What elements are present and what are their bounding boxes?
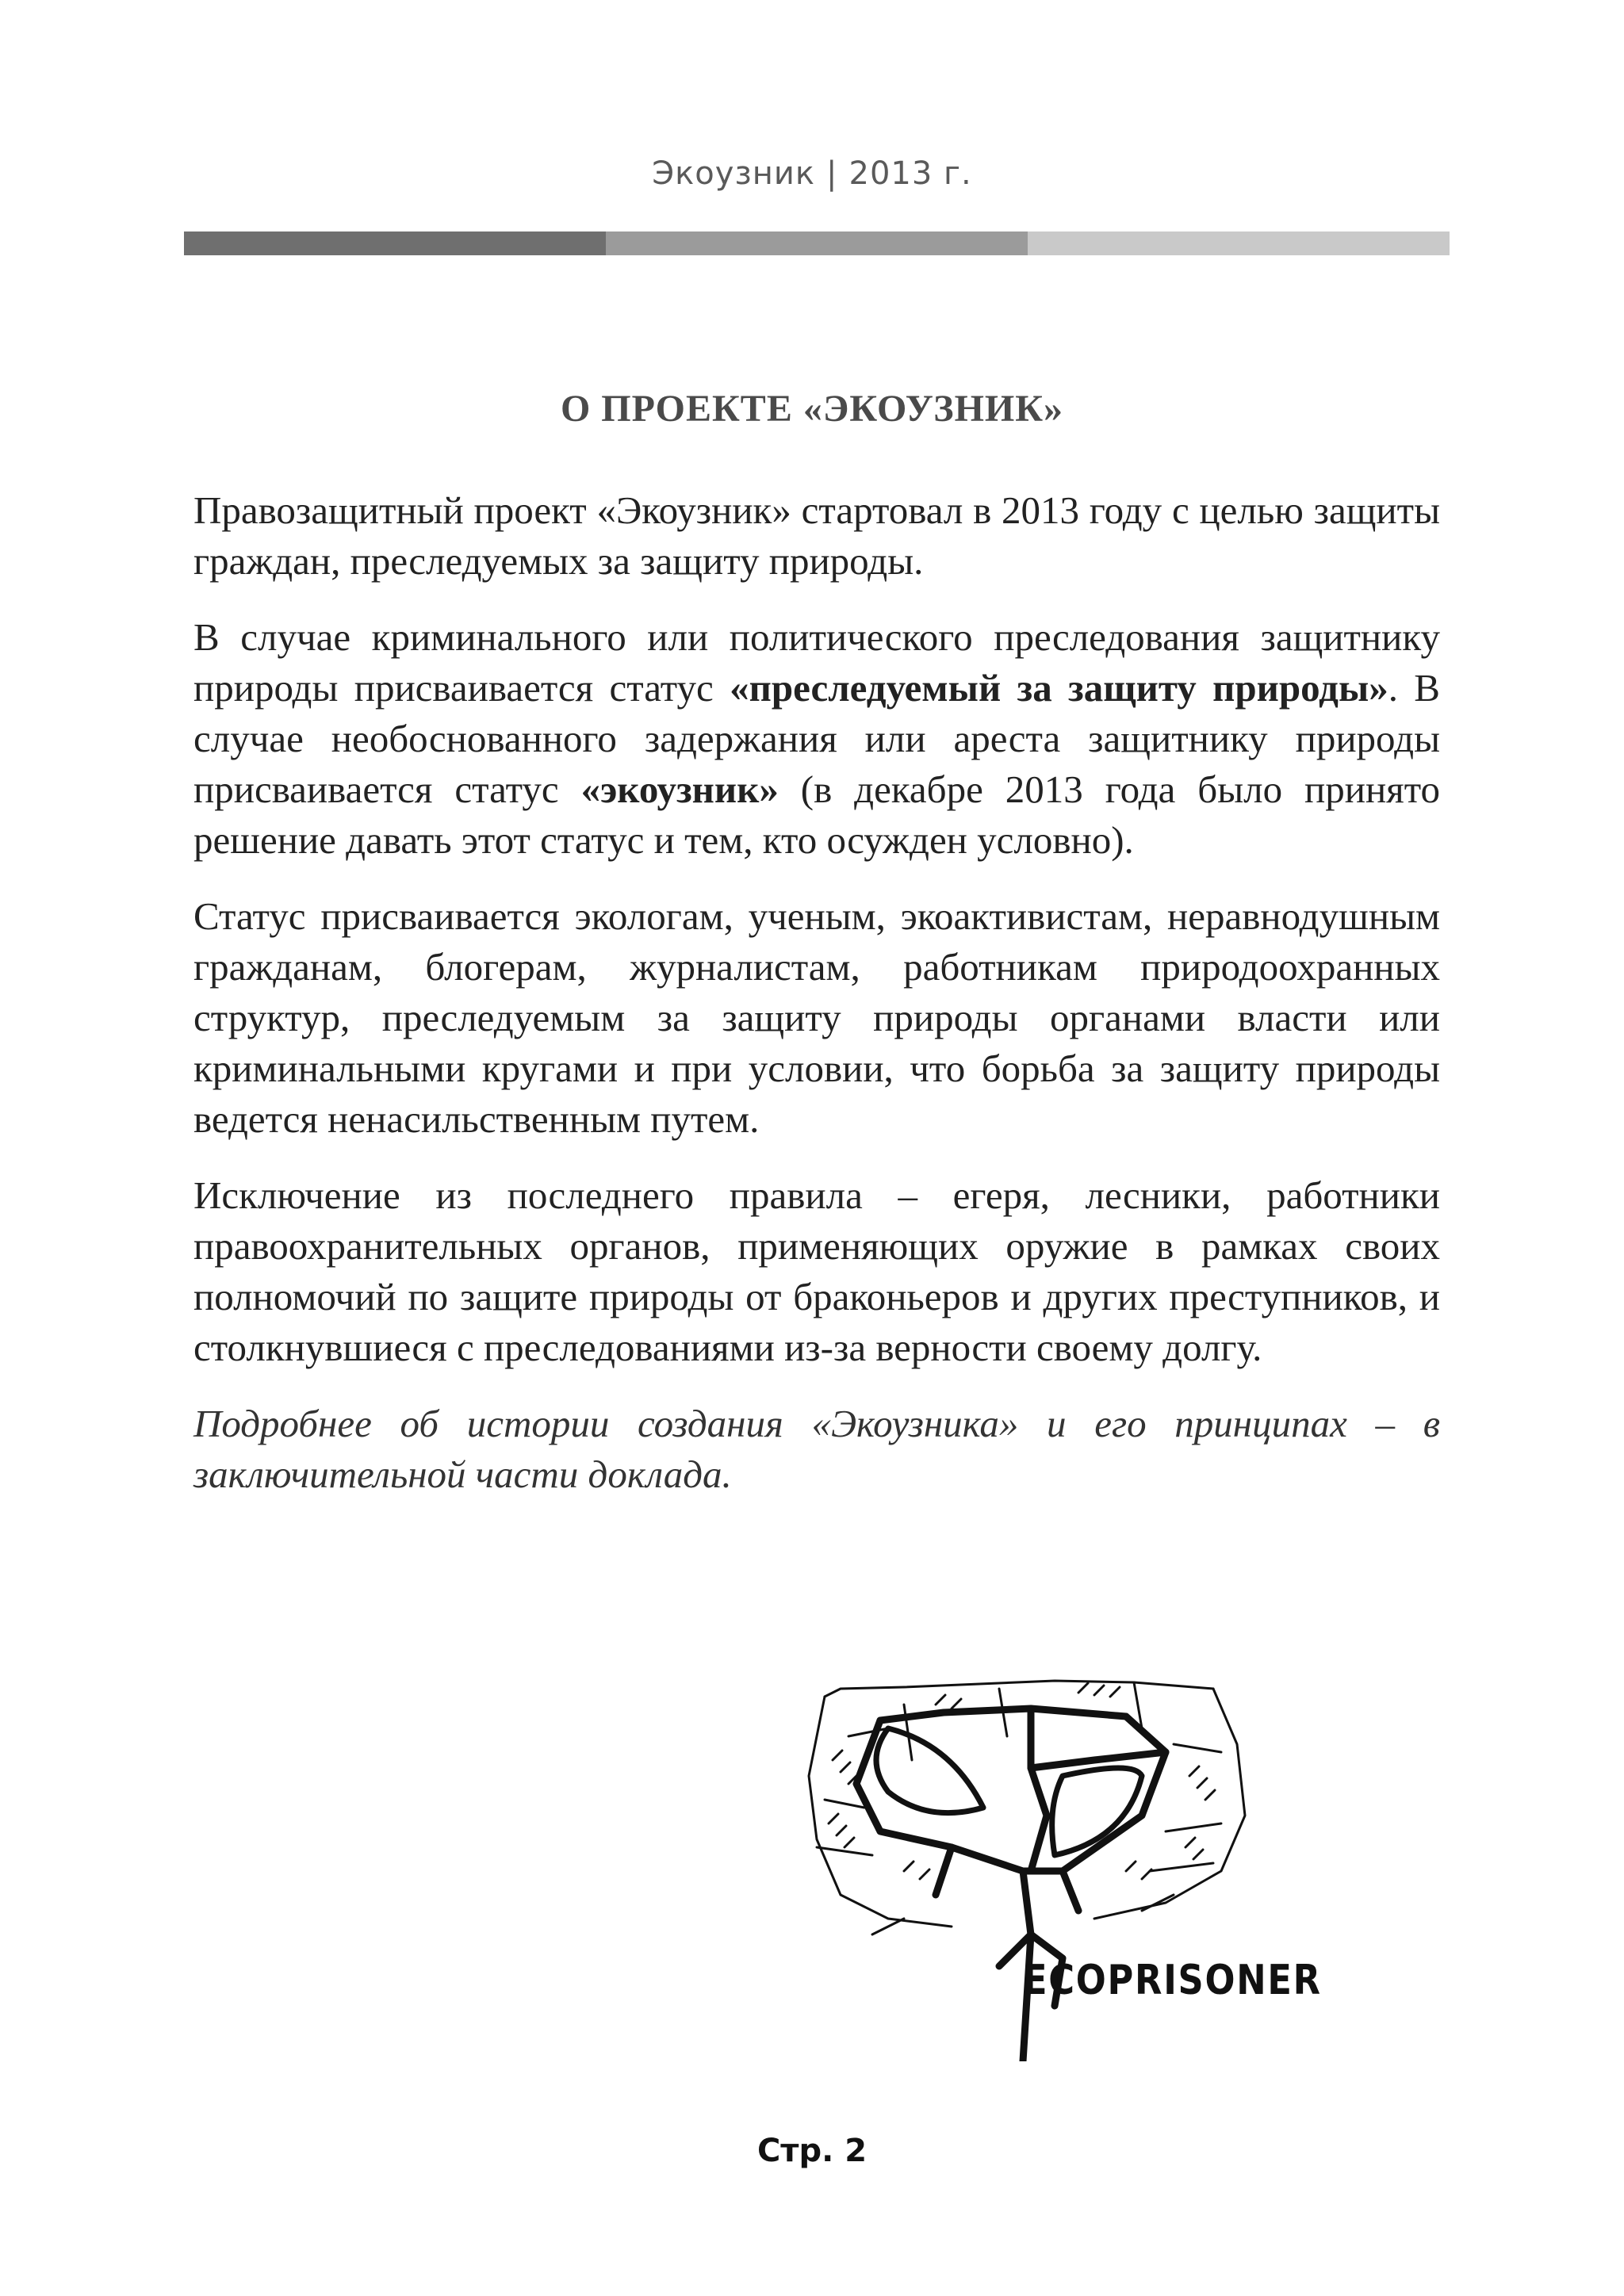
divider-segment-light xyxy=(1028,232,1450,255)
header-publication: Экоузник xyxy=(652,155,816,192)
paragraph-more-info: Подробнее об истории создания «Экоузника» и его принципах – в заключительной части доклада. xyxy=(193,1402,1440,1496)
paragraph-eligibility: Статус присваивается экологам, ученым, экоактивистам, неравнодушным гражданам, блогерам, журналистам, работникам природоохранных структур, преследуемым за защиту природы органами власти или криминальными кругами и при условии, что борьба за защиту природы ведется ненасильственным путем. xyxy=(193,894,1440,1141)
header-year: 2013 г. xyxy=(848,155,972,192)
divider-segment-dark xyxy=(184,232,606,255)
article-body xyxy=(193,485,1440,1525)
paragraph-exception: Исключение из последнего правила – егеря, лесники, работники правоохранительных органов, применяющих оружие в рамках своих полномочий по защите природы от браконьеров и других преступников, и столкнувшиеся с преследованиями из-за верности своему долгу. xyxy=(193,1173,1440,1369)
header-separator: | xyxy=(826,155,838,192)
paragraph-text: . В случае необоснованного задержания или ареста защитнику природы присваивается статус xyxy=(193,666,1440,811)
page-number: Стр. 2 xyxy=(756,2133,868,2169)
section-title: О ПРОЕКТЕ «ЭКОУЗНИК» xyxy=(560,388,1064,430)
header-divider xyxy=(184,232,1450,255)
paragraph-text: В случае криминального или политического преследования защитнику природы присваивается статус xyxy=(193,615,1440,710)
status-ecoprisoner: «экоузник» xyxy=(580,767,779,811)
logo-wordmark: ECOPRISONER xyxy=(1023,1957,1322,2004)
status-persecuted: «преследуемый за защиту природы» xyxy=(730,666,1388,710)
paragraph-intro: Правозащитный проект «Экоузник» стартовал в 2013 году с целью защиты граждан, преследуемых за защиту природы. xyxy=(193,488,1440,583)
paragraph-text: (в декабре 2013 года было принято решение давать этот статус и тем, кто осужден условно). xyxy=(193,767,1440,862)
divider-segment-mid xyxy=(606,232,1028,255)
running-header xyxy=(0,155,1624,192)
paragraph-status xyxy=(193,612,1440,866)
